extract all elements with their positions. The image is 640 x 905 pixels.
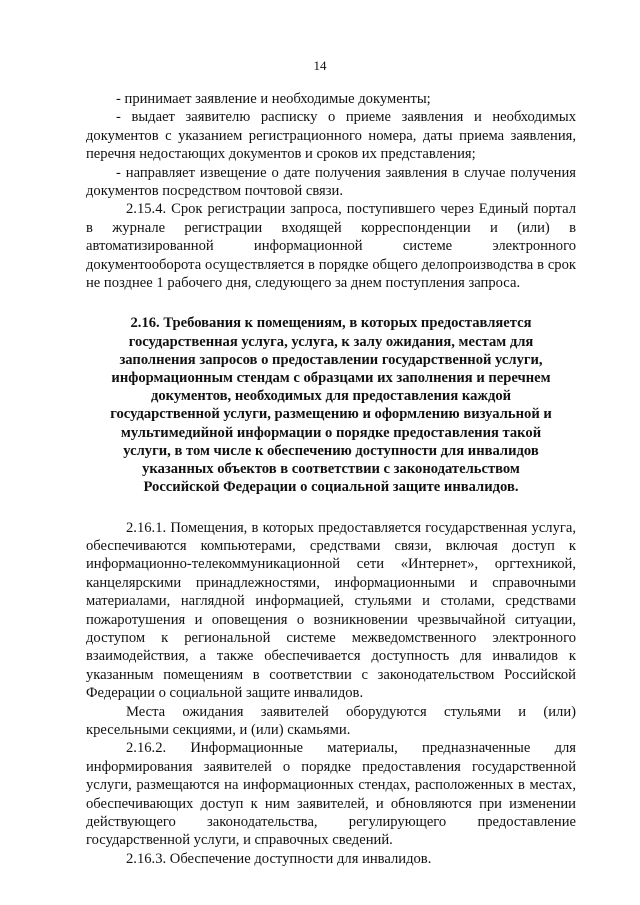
section-heading-2-16: 2.16. Требования к помещениям, в которых предоставляется государственная услуга, услуга, к залу ожидания, местам для заполнения запросов о предоставлении государственной услуги, информационным стендам с образцами их заполнения и перечнем документов, необходимых для предоставления каждой государственной услуги, размещению и оформлению визуальной и мультимедийной информации о порядке предоставления такой услуги, в том числе к обеспечению доступности для инвалидов указанных объектов в соответствии с законодательством Российской Федерации о социальной защите инвалидов. [110,315,552,496]
bullet-accepts-application: - принимает заявление и необходимые документы; [116,91,431,107]
clause-2-15-4: 2.15.4. Срок регистрации запроса, поступившего через Единый портал в журнале регистрации входящей корреспонденции и (или) в автоматизированной информационной системе электронного документооборота осуществляется в порядке общего делопроизводства в срок не позднее 1 рабочего дня, следующего за днем поступления запроса. [86,201,576,292]
page-number: 14 [313,58,327,73]
document-body [86,90,576,868]
paragraph-waiting-places: Места ожидания заявителей оборудуются стульями и (или) кресельными секциями, и (или) скамьями. [86,703,576,738]
clause-2-16-2: 2.16.2. Информационные материалы, предназначенные для информирования заявителей о порядке предоставления государственной услуги, размещаются на информационных стендах, расположенных в местах, обеспечивающих доступ к ним заявителей, и обновляются при изменении действующего законодательства, регулирующего предоставление государственной услуги, и справочных сведений. [86,740,576,849]
clause-2-16-3: 2.16.3. Обеспечение доступности для инвалидов. [126,850,432,867]
clause-2-16-1: 2.16.1. Помещения, в которых предоставляется государственная услуга, обеспечиваются компьютерами, средствами связи, включая доступ к информационно-телекоммуникационной сети «Интернет», оргтехникой, канцелярскими принадлежностями, информационными и справочными материалами, наглядной информацией, стульями и столами, средствами пожаротушения и оповещения о возникновении чрезвычайной ситуации, доступом к региональной системе межведомственного электронного взаимодействия, а также обеспечивается доступность для инвалидов к указанным помещениям в соответствии с законодательством Российской Федерации о социальной защите инвалидов. [86,519,576,702]
bullet-issues-receipt: - выдает заявителю расписку о приеме заявления и необходимых документов с указанием регистрационного номера, даты приема заявления, перечня недостающих документов и сроков их представления; [86,109,576,163]
bullet-sends-notice: - направляет извещение о дате получения заявления в случае получения документов посредством почтовой связи. [86,164,576,200]
